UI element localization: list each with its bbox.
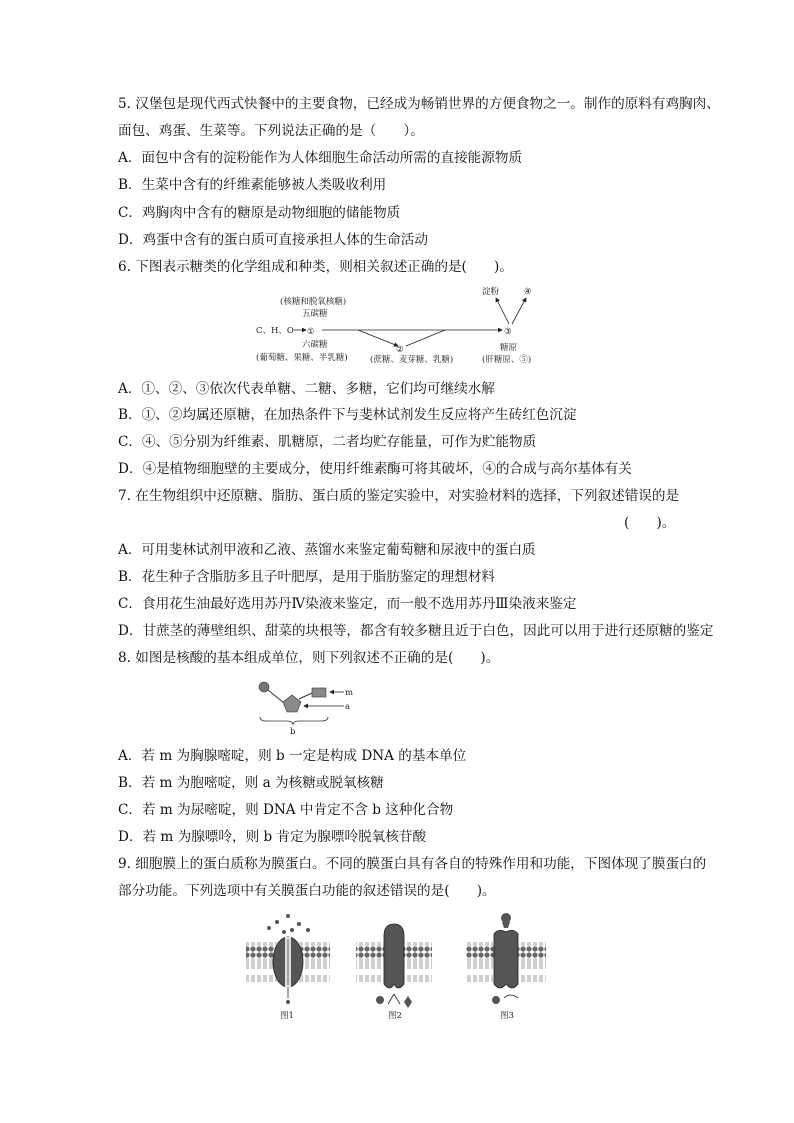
q8-option-d: D．若 m 为腺嘌呤，则 b 肯定为腺嘌呤脱氧核苷酸: [118, 829, 427, 845]
q9-stem-line2: 部分功能。下列选项中有关膜蛋白功能的叙述错误的是( )。: [118, 883, 496, 899]
membrane-protein-figures: [244, 912, 550, 1022]
q8-option-a: A．若 m 为胸腺嘧啶，则 b 一定是构成 DNA 的基本单位: [118, 748, 467, 764]
nucleotide-diagram: [252, 676, 362, 736]
q5-option-c: C．鸡胸肉中含有的糖原是动物细胞的储能物质: [118, 205, 401, 221]
pentose-detail-label: (核糖和脱氧核糖): [280, 297, 347, 307]
disaccharide-detail-label: (蔗糖、麦芽糖、乳糖): [370, 355, 454, 365]
brace-b: [260, 717, 328, 725]
q6-option-d: D．④是植物细胞壁的主要成分，使用纤维素酶可将其破坏，④的合成与高尔基体有关: [118, 461, 632, 477]
figure-2-membrane-protein: [356, 924, 432, 1021]
q6-option-c: C．④、⑤分别为纤维素、肌糖原，二者均贮存能量，可作为贮能物质: [118, 434, 537, 450]
figure-2-caption: 图2: [388, 1011, 402, 1021]
q6-option-a: A．①、②、③依次代表单糖、二糖、多糖，它们均可继续水解: [118, 381, 495, 397]
figure-1-channel-protein: [246, 914, 330, 1021]
glycogen-label: 糖原: [500, 343, 518, 353]
sugar-classification-diagram: [250, 284, 570, 366]
q6-option-b: B．①、②均属还原糖，在加热条件下与斐林试剂发生反应将产生砖红色沉淀: [118, 407, 577, 423]
node-2-label: ②: [396, 345, 404, 355]
figure-3-caption: 图3: [500, 1011, 514, 1021]
node-3-label: ③: [504, 327, 512, 337]
q7-option-d: D．甘蔗茎的薄壁组织、甜菜的块根等，都含有较多糖且近于白色，因此可以用于进行还原糖的鉴定: [118, 623, 714, 639]
q5-option-b: B．生菜中含有的纤维素能够被人类吸收利用: [118, 177, 387, 193]
hexose-detail-label: (葡萄糖、果糖、半乳糖): [256, 353, 348, 363]
node-1-label: ①: [307, 327, 315, 337]
q8-stem: 8. 如图是核酸的基本组成单位，则下列叙述不正确的是( )。: [118, 650, 500, 666]
q5-stem-line2: 面包、鸡蛋、生菜等。下列说法正确的是（ ）。: [118, 123, 424, 139]
q9-stem-line1: 9. 细胞膜上的蛋白质称为膜蛋白。不同的膜蛋白具有各自的特殊作用和功能，下图体现了膜蛋白的: [118, 856, 707, 872]
label-b: b: [290, 727, 296, 736]
phosphate-icon: [259, 682, 269, 692]
starch-label: 淀粉: [482, 287, 500, 297]
base-icon: [312, 688, 326, 697]
q7-stem: 7. 在生物组织中还原糖、脂肪、蛋白质的鉴定实验中，对实验材料的选择，下列叙述错误的是: [118, 488, 680, 504]
q5-option-a: A．面包中含有的淀粉能作为人体细胞生命活动所需的直接能源物质: [118, 150, 523, 166]
q6-stem: 6. 下图表示糖类的化学组成和种类，则相关叙述正确的是( )。: [118, 259, 513, 275]
label-a: a: [345, 702, 351, 712]
q7-answer-blank: ( )。: [624, 515, 676, 531]
node-4-label: ④: [524, 287, 532, 297]
pentose-sugar-icon: [283, 695, 301, 712]
label-m: m: [345, 688, 354, 698]
q5-stem-line1: 5. 汉堡包是现代西式快餐中的主要食物，已经成为畅销世界的方便食物之一。制作的原料有鸡胸肉、: [118, 96, 720, 112]
glycogen-detail-label: (肝糖原、⑤): [482, 355, 532, 365]
arrow-3-to-4: [512, 298, 526, 324]
elements-label: C、H、O: [256, 326, 294, 336]
arrow-1-to-2: [358, 330, 398, 346]
q7-option-c: C．食用花生油最好选用苏丹Ⅳ染液来鉴定，而一般不选用苏丹Ⅲ染液来鉴定: [118, 596, 577, 612]
q5-option-d: D．鸡蛋中含有的蛋白质可直接承担人体的生命活动: [118, 232, 428, 248]
hexose-label: 六碳糖: [302, 340, 328, 350]
arrow-2-from-top: [406, 330, 445, 346]
figure-3-receptor-protein: [466, 913, 546, 1021]
q7-option-b: B．花生种子含脂肪多且子叶肥厚，是用于脂肪鉴定的理想材料: [118, 569, 496, 585]
q8-option-b: B．若 m 为胞嘧啶，则 a 为核糖或脱氧核糖: [118, 775, 384, 791]
figure-1-caption: 图1: [280, 1011, 294, 1021]
arrow-3-to-starch: [496, 298, 509, 324]
q8-option-c: C．若 m 为尿嘧啶，则 DNA 中肯定不含 b 这种化合物: [118, 802, 454, 818]
pentose-label: 五碳糖: [302, 309, 328, 319]
q7-option-a: A．可用斐林试剂甲液和乙液、蒸馏水来鉴定葡萄糖和尿液中的蛋白质: [118, 542, 536, 558]
